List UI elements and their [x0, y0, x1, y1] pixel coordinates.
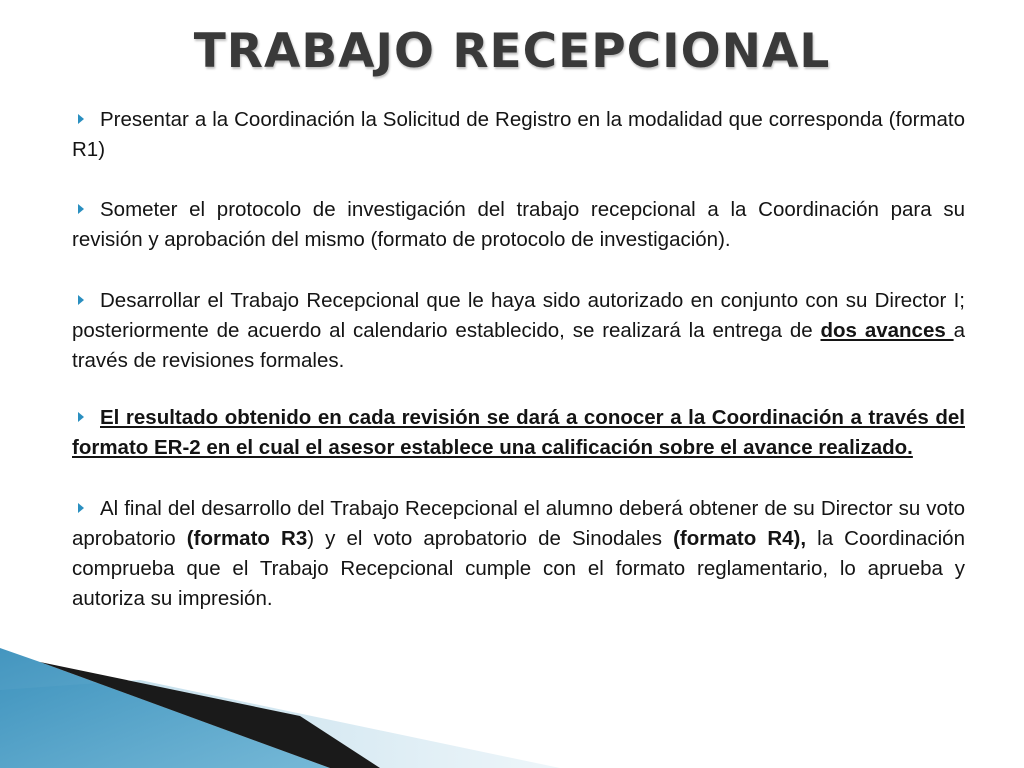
light-band-shape — [0, 680, 560, 768]
paragraph-text-part1: Al final del desarrollo del Trabajo Recepcional el alumno deberá obtener de su Director su voto aprobatorio — [72, 497, 965, 550]
dark-band-shape — [40, 662, 380, 768]
bullet-paragraph-protocolo — [72, 195, 965, 255]
bullet-paragraph-resultado — [72, 403, 965, 463]
paragraph-text-part2: ) y el voto aprobatorio de Sinodales — [307, 527, 674, 550]
bullet-paragraph-registro — [72, 105, 965, 165]
paragraph-text: Someter el protocolo de investigación del trabajo recepcional a la Coordinación para su revisión y aprobación del mismo (formato de protocolo de investigación). — [72, 198, 965, 251]
bold-formato-r: (formato R — [186, 527, 296, 550]
slide-title: TRABAJO RECEPCIONAL — [193, 24, 831, 79]
paragraph-text-emphasis: El resultado obtenido en cada revisión se dará a conocer a la Coordinación a través del formato ER-2 en el cual el asesor establece una calificación sobre el avance realizado. — [72, 406, 965, 459]
paragraph-text-before: Desarrollar el Trabajo Recepcional que le haya sido autorizado en conjunto con su Director I; posteriormente de acuerdo al calendario establecido, se realizará la entrega de — [72, 289, 965, 342]
triangle-bullet-icon — [78, 503, 84, 513]
triangle-bullet-icon — [78, 204, 84, 214]
slide-content — [72, 105, 965, 644]
blue-band-shape — [0, 648, 330, 768]
triangle-bullet-icon — [78, 412, 84, 422]
triangle-bullet-icon — [78, 114, 84, 124]
bold-formato-r3-number: 3 — [295, 527, 308, 550]
paragraph-text: Presentar a la Coordinación la Solicitud de Registro en la modalidad que corresponda (formato R1) — [72, 108, 965, 161]
highlight-dos-avances: dos avances — [820, 319, 954, 342]
bullet-paragraph-desarrollo — [72, 286, 965, 376]
paragraph-text-part3: la Coordinación comprueba que el Trabajo Recepcional cumple con el formato reglamentario, lo aprueba y autoriza su impresión. — [72, 527, 965, 610]
paragraph-text-after: a través de revisiones formales. — [72, 319, 966, 372]
bold-formato-r4: (formato R4), — [673, 527, 807, 550]
triangle-bullet-icon — [78, 295, 84, 305]
bullet-paragraph-final — [72, 494, 965, 614]
